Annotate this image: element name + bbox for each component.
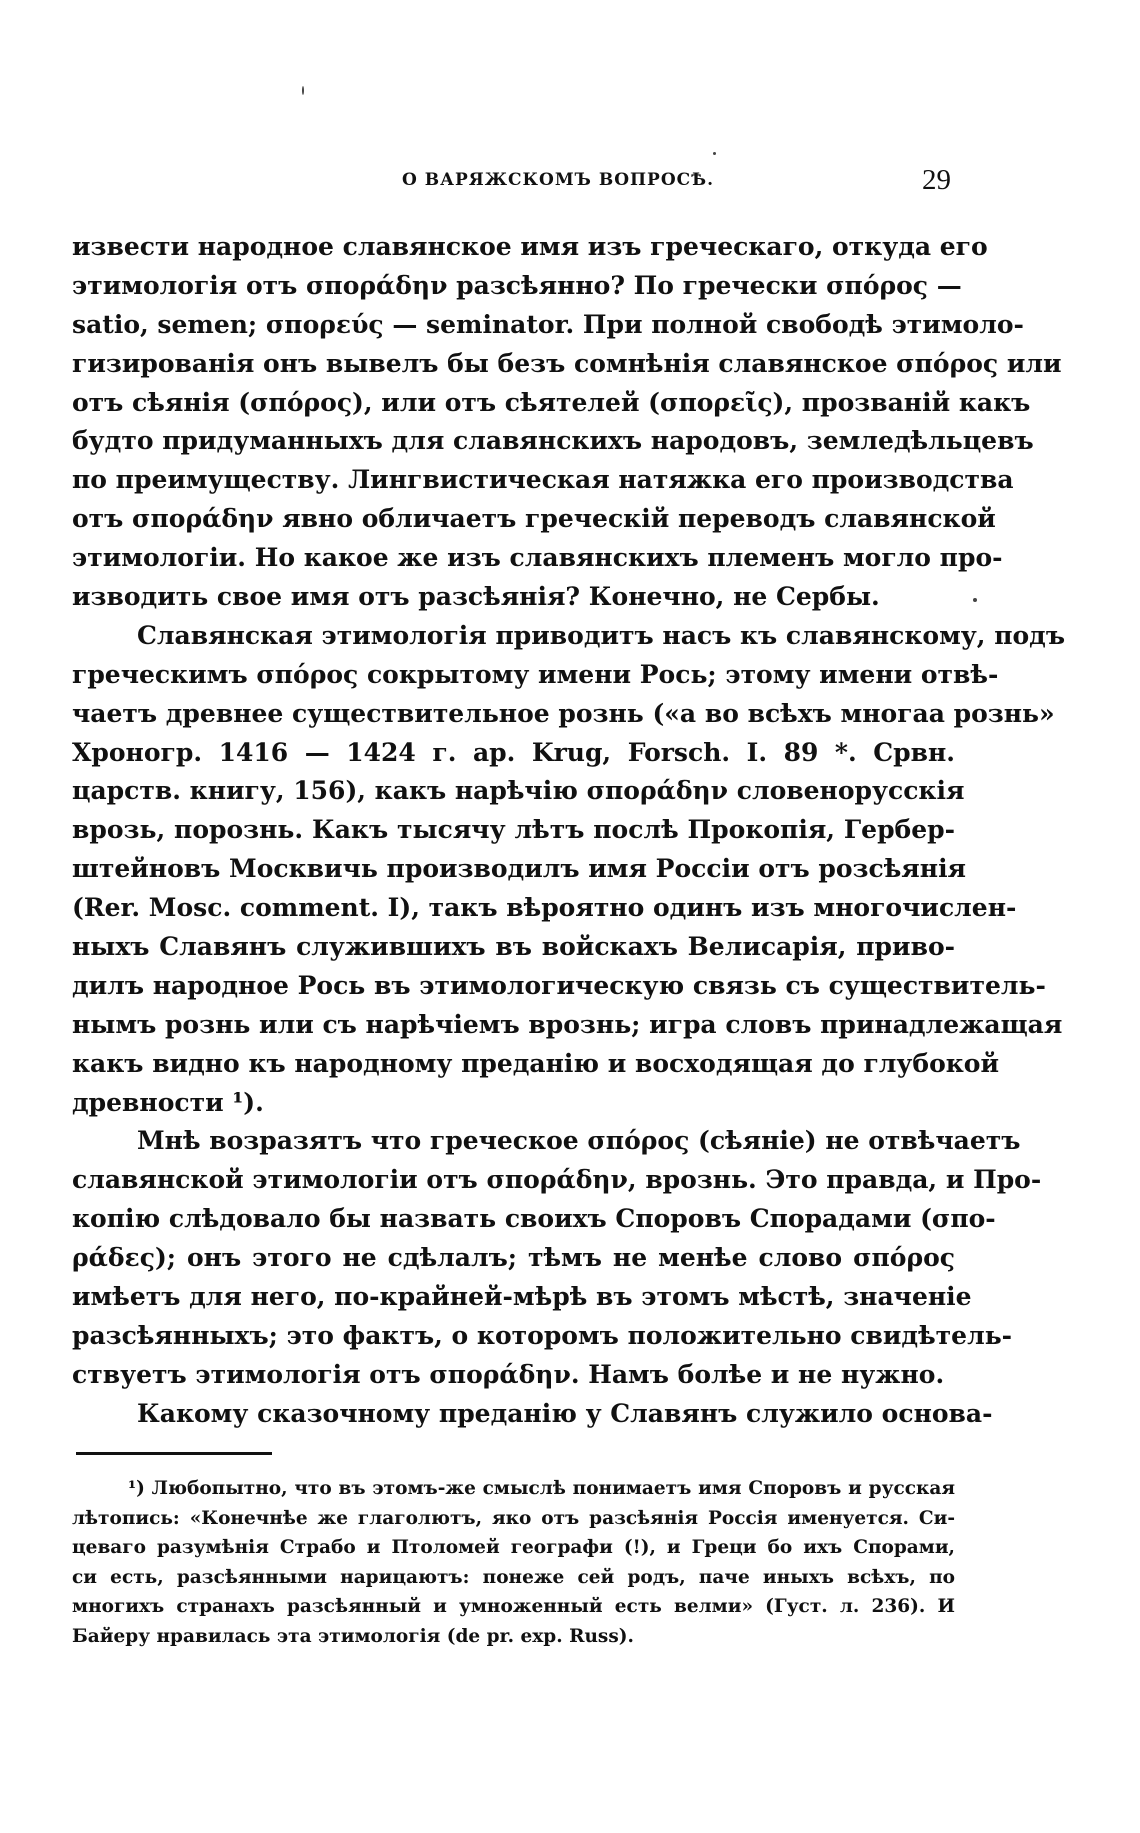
footnote-line: цеваго разумѣнія Страбо и Птоломей географи (!), и Греци бо ихъ Спорами,	[72, 1537, 955, 1559]
text-line: копію слѣдовало бы назвать своихъ Споровъ Спорадами (σπο-	[72, 1204, 996, 1234]
text-line: Мнѣ возразятъ что греческое σπόρος (сѣяніе) не отвѣчаетъ	[137, 1126, 1021, 1156]
text-line: дилъ народное Рось въ этимологическую связь съ существитель-	[72, 970, 1046, 1000]
text-line: (Rer. Mosc. comment. I), такъ вѣроятно одинъ изъ многочислен-	[72, 893, 1017, 923]
footnote-divider	[76, 1452, 272, 1455]
text-line: гизированія онъ вывелъ бы безъ сомнѣнія славянское σπόρος или	[72, 348, 1062, 378]
text-line: какъ видно къ народному преданію и восходящая до глубокой	[72, 1048, 1000, 1078]
text-line: славянской этимологіи отъ σποράδην, врознь. Это правда, и Про-	[72, 1165, 1042, 1195]
footnotes	[72, 1474, 955, 1652]
footnote-line: Байеру нравилась эта этимологія (de pr. exp. Russ).	[72, 1625, 634, 1647]
text-line: греческимъ σπόρος сокрытому имени Рось; этому имени отвѣ-	[72, 659, 999, 689]
print-speck	[973, 598, 977, 602]
text-line: Какому сказочному преданію у Славянъ служило основа-	[137, 1398, 993, 1428]
text-line: этимологія отъ σποράδην разсѣянно? По гречески σπόρος —	[72, 270, 962, 300]
text-line: чаетъ древнее существительное рознь («а во всѣхъ многаа рознь»	[72, 698, 1055, 728]
print-speck	[302, 86, 304, 95]
text-line: ράδες); онъ этого не сдѣлалъ; тѣмъ не менѣе слово σπόρος	[72, 1243, 955, 1273]
text-line: отъ сѣянія (σπόρος), или отъ сѣятелей (σπορεῖς), прозваній какъ	[72, 387, 1031, 417]
running-head: О ВАРЯЖСКОМЪ ВОПРОСѢ.	[402, 170, 715, 190]
footnote-line: лѣтопись: «Конечнѣе же глаголютъ, яко отъ разсѣянія Россія именуется. Си-	[72, 1507, 955, 1529]
text-line: имѣетъ для него, по-крайней-мѣрѣ въ этомъ мѣстѣ, значеніе	[72, 1282, 972, 1312]
body-text	[72, 228, 1066, 1434]
text-line: врозь, порознь. Какъ тысячу лѣтъ послѣ Прокопія, Гербер-	[72, 815, 955, 845]
text-line: нымъ рознь или съ нарѣчіемъ врознь; игра словъ принадлежащая	[72, 1009, 1063, 1039]
text-line: древности ¹).	[72, 1087, 264, 1117]
text-line: разсѣянныхъ; это фактъ, о которомъ положительно свидѣтель-	[72, 1320, 1013, 1350]
text-line: отъ σποράδην явно обличаетъ греческій переводъ славянской	[72, 504, 996, 534]
text-line: по преимуществу. Лингвистическая натяжка его производства	[72, 465, 1014, 495]
text-line: ныхъ Славянъ служившихъ въ войскахъ Велисарія, приво-	[72, 932, 955, 962]
text-line: этимологіи. Но какое же изъ славянскихъ племенъ могло про-	[72, 543, 1003, 573]
print-speck	[713, 152, 716, 155]
text-line: царств. книгу, 156), какъ нарѣчію σποράδην словенорусскія	[72, 776, 965, 806]
footnote-line: ¹) Любопытно, что въ этомъ-же смыслѣ понимаетъ имя Споровъ и русская	[128, 1478, 955, 1499]
text-line: Хроногр. 1416 — 1424 г. ap. Krug, Forsch. I. 89 *. Срвн.	[72, 737, 955, 767]
text-line: будто придуманныхъ для славянскихъ народовъ, земледѣльцевъ	[72, 426, 1034, 456]
footnote-line: многихъ странахъ разсѣянный и умноженный есть велми» (Густ. л. 236). И	[72, 1596, 955, 1618]
text-line: satio, semen; σπορεύς — seminator. При полной свободѣ этимоло-	[72, 309, 1024, 339]
text-line: извести народное славянское имя изъ греческаго, откуда его	[72, 232, 988, 261]
text-line: штейновъ Москвичь производилъ имя Россіи отъ розсѣянія	[72, 854, 967, 884]
footnote-line: си есть, разсѣянными нарицаютъ: понеже сей родъ, паче иныхъ всѣхъ, по	[72, 1566, 955, 1588]
text-line: Славянская этимологія приводитъ насъ къ славянскому, подъ	[137, 620, 1066, 650]
text-line: изводить свое имя отъ разсѣянія? Конечно, не Сербы.	[72, 582, 880, 612]
page-number: 29	[922, 164, 951, 196]
text-line: ствуетъ этимологія отъ σποράδην. Намъ болѣе и не нужно.	[72, 1359, 945, 1389]
